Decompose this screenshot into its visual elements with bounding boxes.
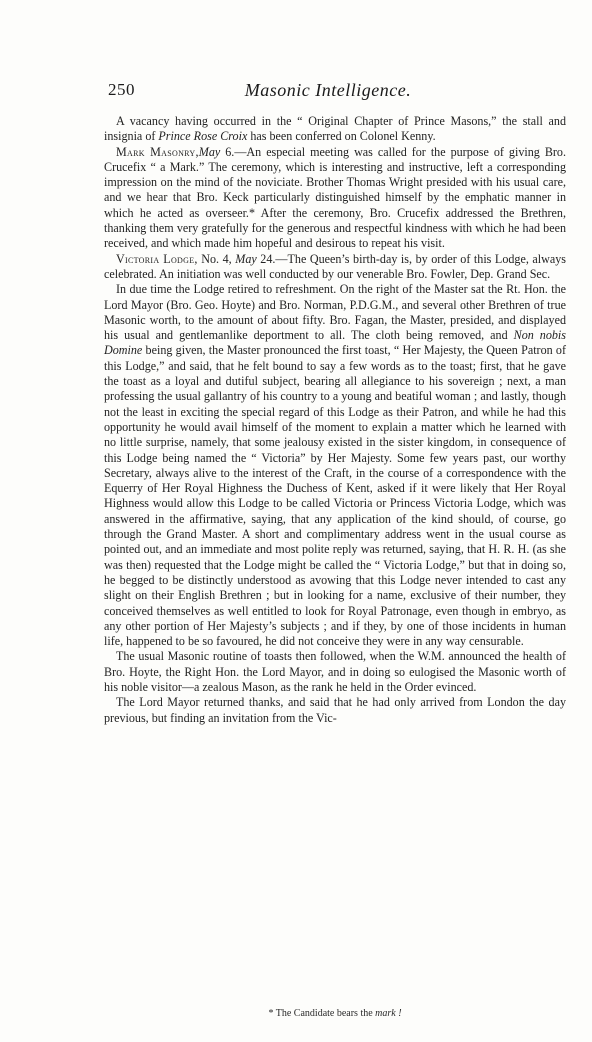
paragraph-refreshment: In due time the Lodge retired to refreshment. On the right of the Master sat the Rt. Hon. the Lord Mayor (Bro. Geo. Hoyte) and Bro. Norman, P.D.G.M., and several other Brethren of true Masonic worth, to the amount of about fifty. Bro. Fagan, the Master, presided, and displayed his usual and gentlemanlike deportment to all. The cloth being removed, and Non nobis Domine being given, the Master pronounced the first toast, “ Her Majesty, the Queen Patron of this Lodge,” and said, that he felt bound to say a few words as to the toast; first, that he gave the toast as a loyal and dutiful subject, bearing all allegiance to his sovereign ; next, a man professing the usual gallantry of his country to a young and beatiful woman ; and lastly, though not the least in exciting the special regard of this Lodge as their Patron, and while he had this opportunity he would avail himself of the moment to explain a matter which he learned with no little surprise, namely, that some jealousy existed in the sister kingdom, in consequence of this Lodge being named the “ Victoria” by Her Majesty. Some few years past, our worthy Secretary, always alive to the interest of the Craft, in the course of a correspondence with the Equerry of Her Royal Highness the Duchess of Kent, asked if it were likely that Her Royal Highness would allow this Lodge to be called Victoria or Princess Victoria Lodge, which was answered in the affirmative, saying, that any application of the kind should, of course, go through the Grand Master. A short and complimentary address went in the usual course as pointed out, and an immediate and most polite reply was returned, saying, that H. R. H. (as she was then) requested that the Lodge might be called the “ Victoria Lodge,” but that in doing so, he begged to be distinctly understood as avowing that this Lodge never intended to cast any slight on their English Brethren ; but in looking for a name, exclusive of their number, they conceived themselves as well entitled to look for Royal Patronage, even though in embryo, as any other portion of Her Majesty’s subjects ; and if they, by one of those incidents in human life, happened to be so favoured, he did not conceive they were in any way censurable. xyxy=(104,282,566,649)
article-body xyxy=(104,114,566,726)
footnote: * The Candidate bears the mark ! xyxy=(268,1008,402,1019)
page-header xyxy=(108,80,548,104)
paragraph-lord-mayor: The Lord Mayor returned thanks, and said that he had only arrived from London the day previous, but finding an invitation from the Vic- xyxy=(104,695,566,725)
section-lead-mark-masonry: Mark Masonry, xyxy=(116,144,199,159)
page-number: 250 xyxy=(108,80,135,99)
italic-rose-croix: Prince Rose Croix xyxy=(158,129,248,144)
running-head: Masonic Intelligence. xyxy=(244,80,412,100)
paragraph-toasts: The usual Masonic routine of toasts then followed, when the W.M. announced the health of Bro. Hoyte, the Right Hon. the Lord Mayor, and in doing so eulogised the Masonic worth of his noble visitor—a zealous Mason, as the rank he held in the Order evinced. xyxy=(104,649,566,694)
paragraph-rose-croix: A vacancy having occurred in the “ Original Chapter of Prince Masons,” the stall and insignia of Prince Rose Croix has been conferred on Colonel Kenny. xyxy=(104,114,566,144)
italic-non-nobis: Non nobis Domine xyxy=(104,328,566,358)
paragraph-mark-masonry: Mark Masonry,May 6.—An especial meeting was called for the purpose of giving Bro. Crucefix “ a Mark.” The ceremony, which is interesting and instructive, left a corresponding impression on the mind of the noviciate. Brother Thomas Wright presided with his usual care, and we hear that Bro. Keck particularly distinguished himself by the emphatic manner in which he acted as overseer.* After the ceremony, Bro. Crucefix addressed the Brethren, thanking them very gratefully for the generous and respectful kindness with which he had been received, and which made him hopeful and desirous to repeat his visit. xyxy=(104,144,566,251)
paragraph-victoria-lodge: Victoria Lodge, No. 4, May 24.—The Queen’s birth-day is, by order of this Lodge, always celebrated. An initiation was well conducted by our venerable Bro. Fowler, Dep. Grand Sec. xyxy=(104,251,566,281)
date-month: May xyxy=(235,251,257,266)
date-month: May xyxy=(198,144,221,159)
section-lead-victoria-lodge: Victoria Lodge, xyxy=(116,251,198,266)
